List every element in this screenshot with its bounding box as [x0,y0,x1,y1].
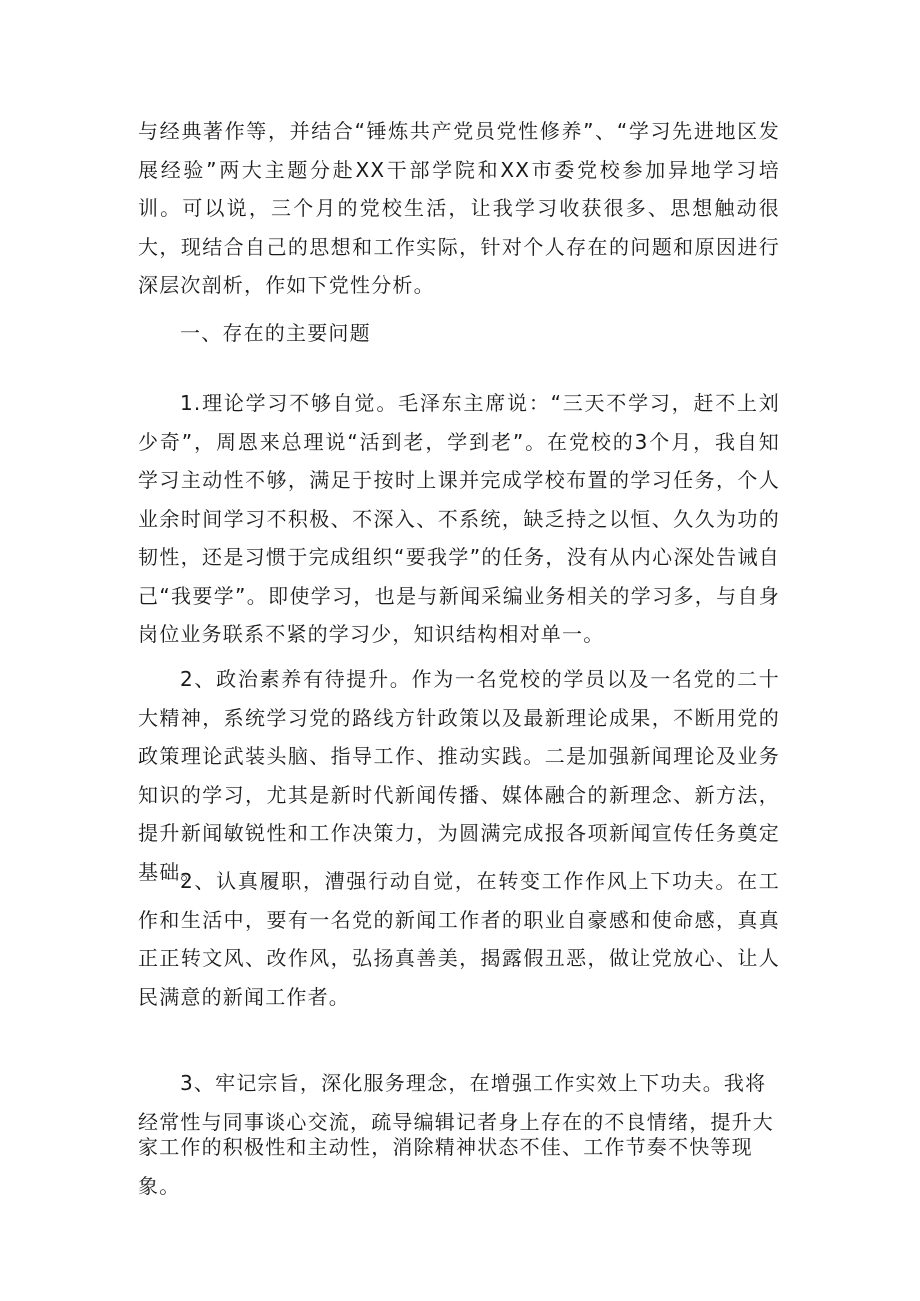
problem-item-2: 2、政治素养有待提升。作为一名党校的学员以及一名党的二十大精神，系统学习党的路线方针政策以及最新理论成果，不断用党的政策理论武装头脑、指导工作、推动实践。二是加强新闻理论及业务知识的学习，尤其是新时代新闻传播、媒体融合的新理念、新方法，提升新闻敏锐性和工作决策力，为圆满完成报各项新闻宣传任务奠定基础。 [138,667,780,884]
section-heading: 一、存在的主要问题 [180,321,371,345]
problem-item-4-part2: 家工作的积极性和主动性，消除精神状态不佳、工作节奏不快等现象。 [138,1135,753,1198]
problem-item-3: 2、认真履职，漕强行动自觉，在转变工作作风上下功夫。在工作和生活中，要有一名党的新闻工作者的职业自豪感和使命感，真真正正转文风、改作风，弘扬真善美，揭露假丑恶，做让党放心、让人民满意的新闻工作者。 [138,869,780,1009]
intro-paragraph: 与经典著作等，并结合“锤炼共产党员党性修养”、“学习先进地区发展经验”两大主题分赴XX干部学院和XX市委党校参加异地学习培训。可以说，三个月的党校生活，让我学习收获很多、思想触动很大，现结合自己的思想和工作实际，针对个人存在的问题和原因进行深层次剖析，作如下党性分析。 [138,119,780,297]
problem-item-4-part1: 3、牢记宗旨，深化服务理念，在增强工作实效上下功夫。我将经常性与同事谈心交流，疏导编辑记者身上存在的不良情绪，提升大 [138,1071,774,1134]
problem-item-1: 1.理论学习不够自觉。毛泽东主席说：“三天不学习，赶不上刘少奇”，周恩来总理说“活到老，学到老”。在党校的3个月，我自知学习主动性不够，满足于按时上课并完成学校布置的学习任务，个人业余时间学习不积极、不深入、不系统，缺乏持之以恒、久久为功的韧性，还是习惯于完成组织“要我学”的任务，没有从内心深处告诫自己“我要学”。即使学习，也是与新闻采编业务相关的学习多，与自身岗位业务联系不紧的学习少，知识结构相对单一。 [138,391,780,646]
